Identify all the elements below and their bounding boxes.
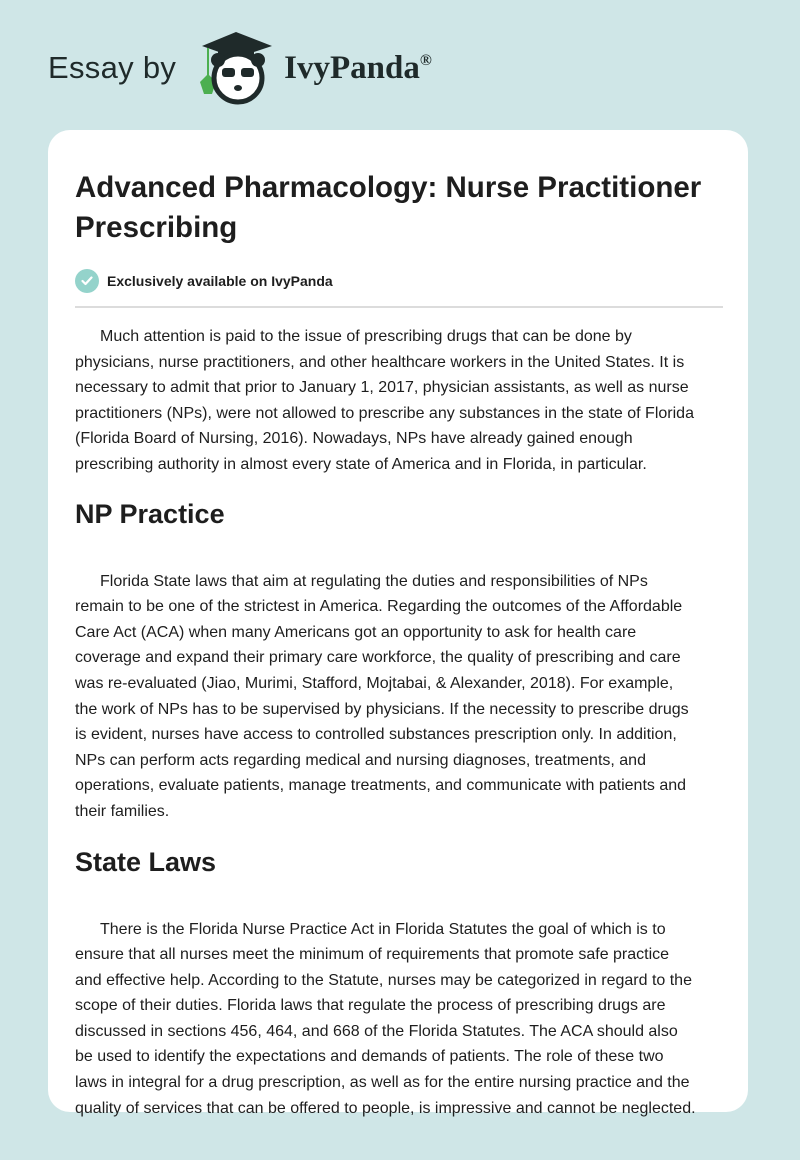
- text-line: prescribing authority in almost every state of America and in Florida, in particular.: [75, 455, 647, 473]
- section-heading-state-laws: State Laws: [75, 846, 217, 877]
- registered-mark: ®: [419, 51, 432, 69]
- text-line: (Florida Board of Nursing, 2016). Nowadays, NPs have already gained enough: [75, 430, 633, 448]
- brand-name[interactable]: [284, 50, 432, 87]
- text-line: There is the Florida Nurse Practice Act in Florida Statutes the goal of which is to: [100, 920, 666, 938]
- text-line: practitioners (NPs), were not allowed to prescribe any substances in the state of Florida: [75, 404, 694, 422]
- text-line: Care Act (ACA) when many Americans got an opportunity to ask for health care: [75, 623, 637, 641]
- text-line: necessary to admit that prior to January 1, 2017, physician assistants, as well as nurse: [75, 379, 689, 397]
- site-header: [48, 28, 432, 108]
- text-line: be used to identify the expectations and demands of patients. The role of these two: [75, 1048, 664, 1066]
- text-line: coverage and expand their primary care workforce, the quality of prescribing and care: [75, 649, 681, 667]
- text-line: the work of NPs has to be supervised by physicians. If the necessity to prescribe drugs: [75, 700, 689, 718]
- np-practice-paragraph: [75, 569, 725, 825]
- text-line: was re-evaluated (Jiao, Murimi, Stafford, Mojtabai, & Alexander, 2018). For example,: [75, 674, 674, 692]
- text-line: physicians, nurse practitioners, and other healthcare workers in the United States. It is: [75, 353, 685, 371]
- text-line: operations, evaluate patients, manage treatments, and communicate with patients and: [75, 777, 687, 795]
- text-line: and effective help. According to the Statute, nurses may be categorized in regard to the: [75, 971, 692, 989]
- text-line: quality of services that can be offered to people, is impressive and cannot be neglected.: [75, 1099, 696, 1117]
- state-laws-paragraph: [75, 917, 725, 1122]
- divider: [75, 306, 723, 308]
- intro-paragraph: [75, 324, 725, 478]
- text-line: scope of their duties. Florida laws that regulate the process of prescribing drugs are: [75, 997, 666, 1015]
- text-line: NPs can perform acts regarding medical and nursing diagnoses, treatments, and: [75, 751, 646, 769]
- brand-text: IvyPanda: [284, 49, 420, 86]
- check-icon: [75, 269, 99, 293]
- badge-text: Exclusively available on IvyPanda: [107, 273, 333, 289]
- essay-by-label: Essay by: [48, 50, 177, 85]
- essay-card: [48, 130, 748, 1117]
- text-line: remain to be one of the strictest in America. Regarding the outcomes of the Affordable: [75, 598, 683, 616]
- section-heading-np-practice: NP Practice: [75, 498, 225, 529]
- essay-title: Advanced Pharmacology: Nurse Practitioner Prescribing: [75, 171, 702, 244]
- text-line: Florida State laws that aim at regulating the duties and responsibilities of NPs: [100, 572, 648, 590]
- ivypanda-logo-icon[interactable]: [194, 28, 278, 108]
- text-line: ensure that all nurses meet the minimum of requirements that promote safe practice: [75, 946, 670, 964]
- text-line: discussed in sections 456, 464, and 668 of the Florida Statutes. The ACA should also: [75, 1022, 678, 1040]
- text-line: Much attention is paid to the issue of prescribing drugs that can be done by: [100, 328, 632, 345]
- text-line: is evident, nurses have access to controlled substances prescription only. In addition,: [75, 726, 677, 744]
- text-line: laws in integral for a drug prescription, as well as for the entire nursing practice and the: [75, 1074, 690, 1092]
- text-line: their families.: [75, 802, 170, 820]
- exclusive-badge: [75, 268, 725, 294]
